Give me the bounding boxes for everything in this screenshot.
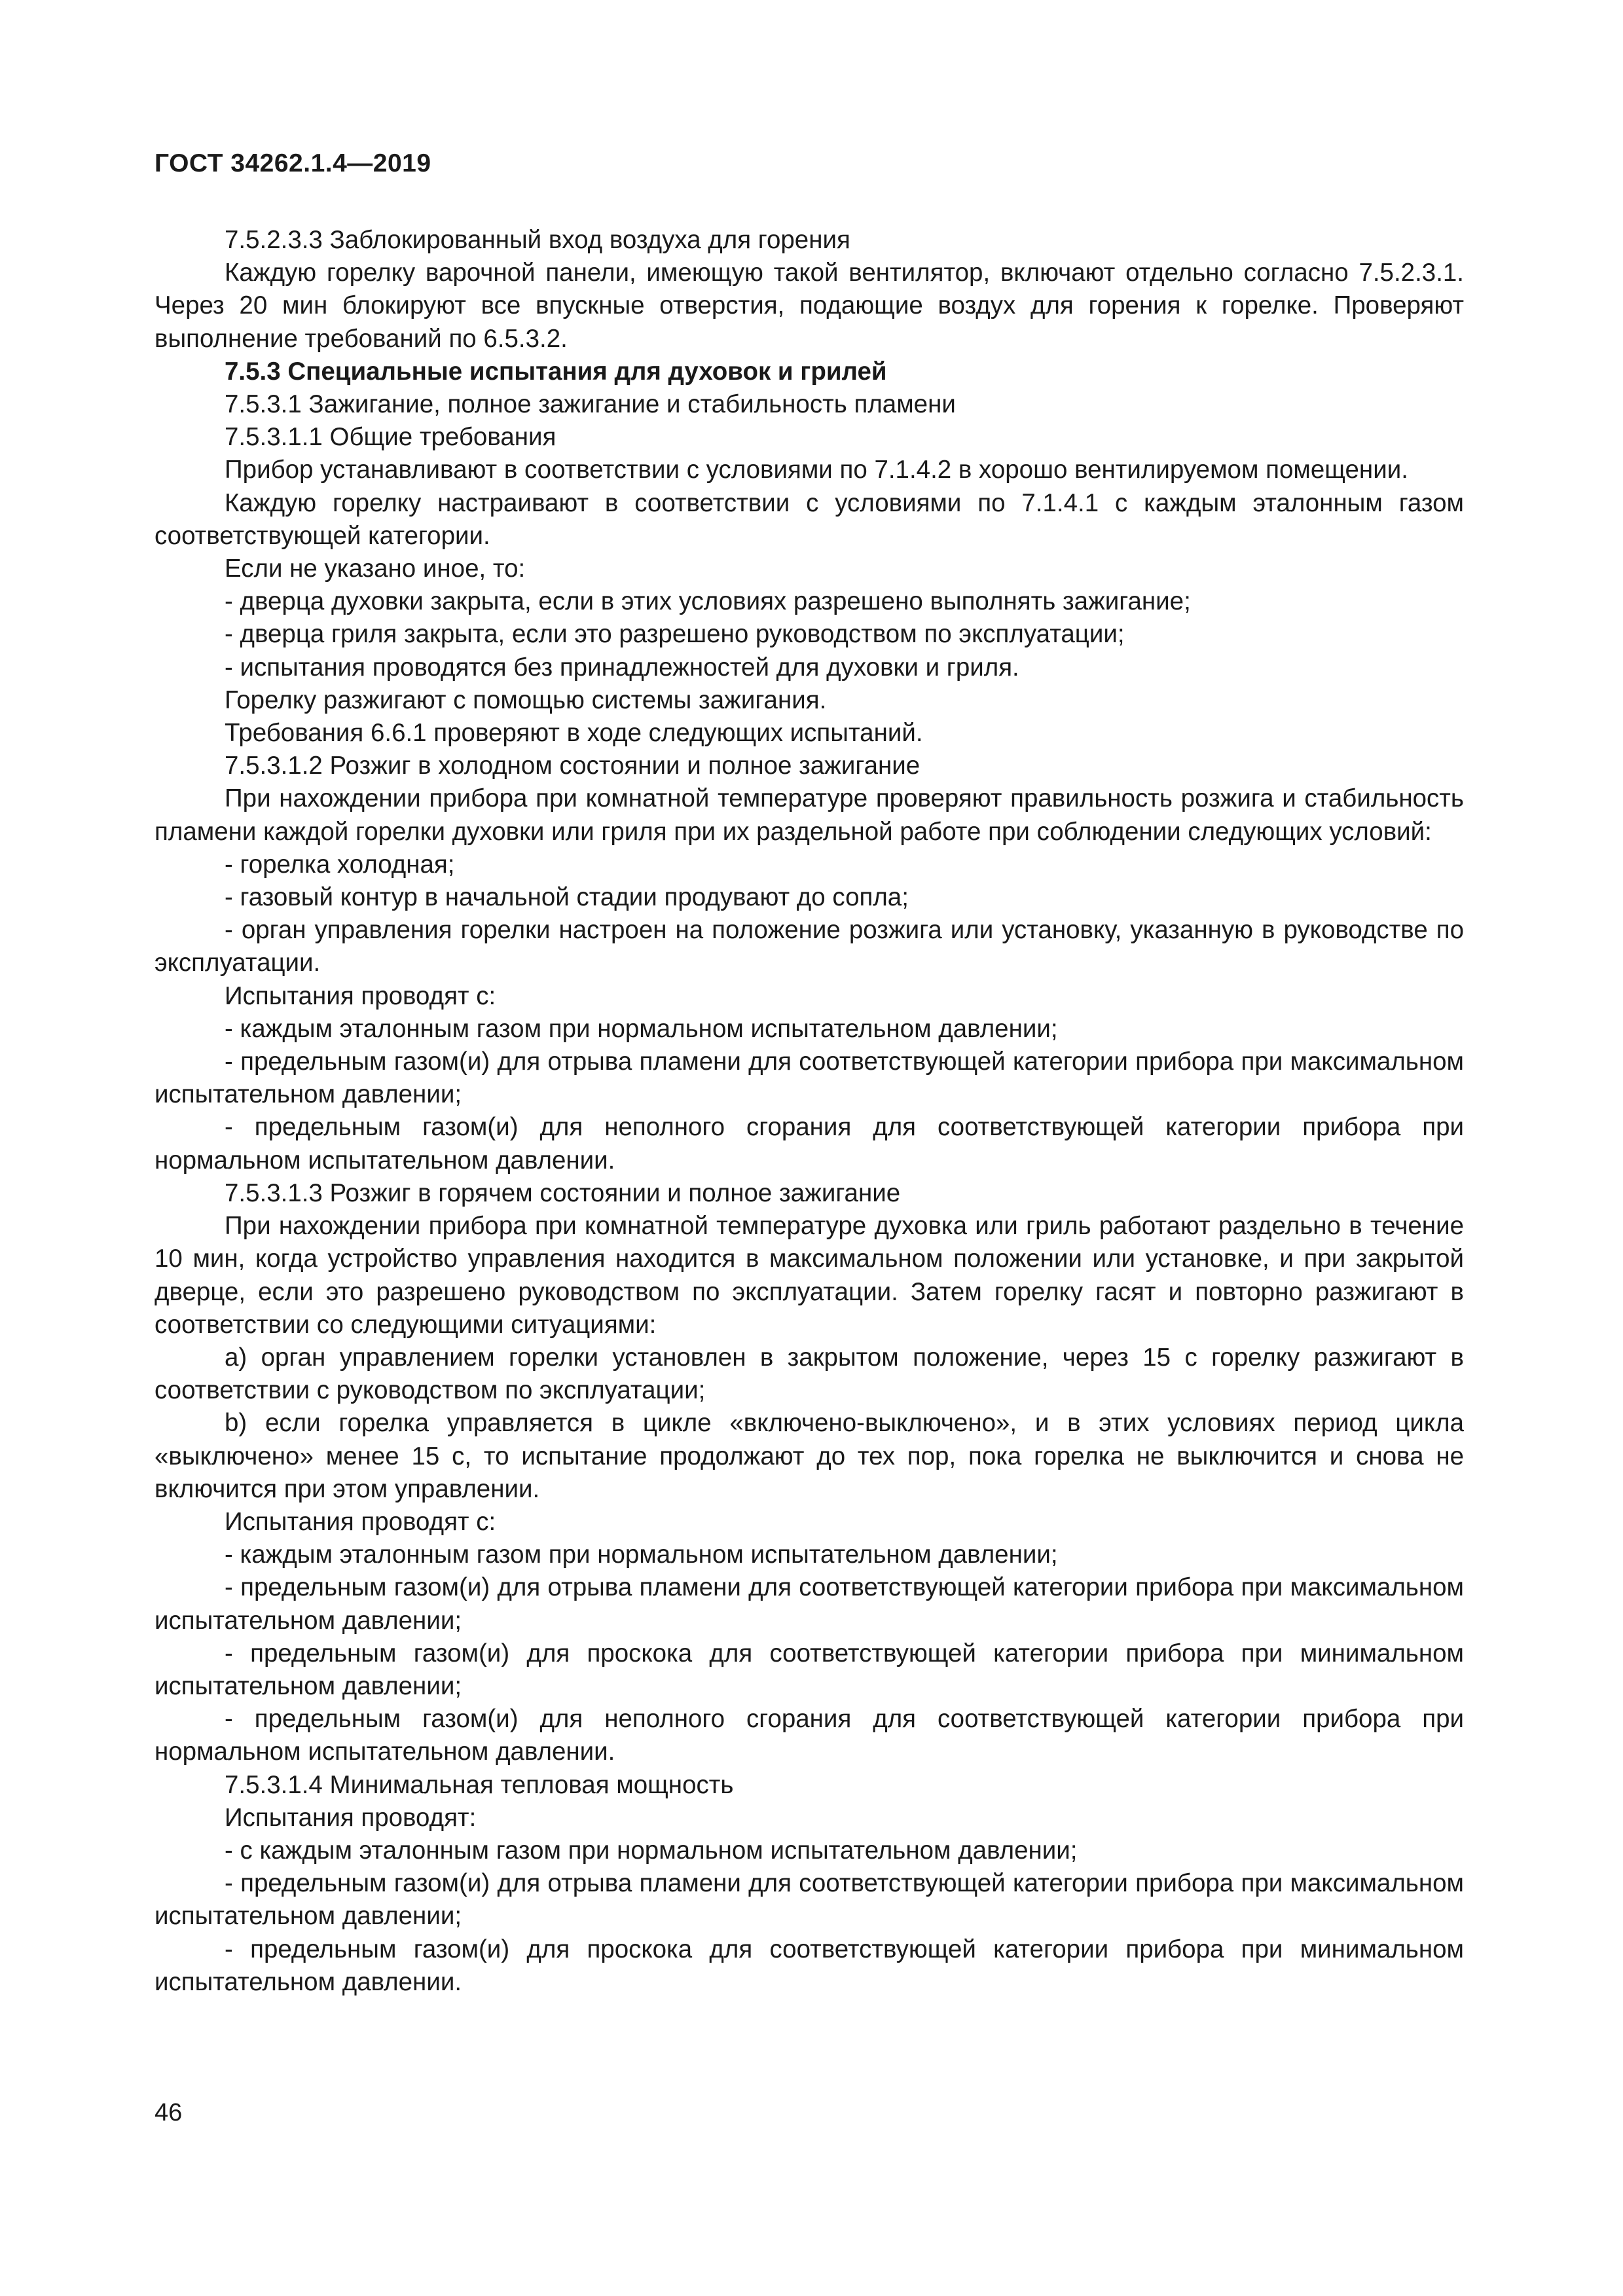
paragraph: 7.5.3.1 Зажигание, полное зажигание и стабильность пламени bbox=[225, 390, 956, 419]
list-item: a) орган управлением горелки установлен в закрытом положение, через 15 с горелку разжигают в соответствии с руководством по эксплуатации; bbox=[155, 1343, 1464, 1405]
paragraph: Испытания проводят с: bbox=[225, 981, 496, 1010]
paragraph: 7.5.3.1.2 Розжиг в холодном состоянии и полное зажигание bbox=[225, 752, 921, 780]
list-item: - предельным газом(и) для неполного сгорания для соответствующей категории прибора при нормальном испытательном давлении. bbox=[155, 1705, 1464, 1766]
paragraph: Испытания проводят: bbox=[225, 1803, 477, 1832]
page-number: 46 bbox=[155, 2099, 183, 2126]
paragraph: Если не указано иное, то: bbox=[225, 555, 526, 583]
list-item: - каждым эталонным газом при нормальном испытательном давлении; bbox=[225, 1014, 1058, 1043]
paragraph: 7.5.3.1.1 Общие требования bbox=[225, 423, 556, 452]
paragraph: 7.5.3.1.4 Минимальная тепловая мощность bbox=[225, 1770, 734, 1799]
list-item: - дверца гриля закрыта, если это разрешено руководством по эксплуатации; bbox=[225, 620, 1125, 649]
list-item: - предельным газом(и) для отрыва пламени для соответствующей категории прибора при максимальном испытательном давлении; bbox=[155, 1869, 1464, 1931]
standard-number-header: ГОСТ 34262.1.4—2019 bbox=[155, 149, 431, 177]
section-heading: 7.5.3 Специальные испытания для духовок и грилей bbox=[225, 357, 887, 386]
list-item: - предельным газом(и) для проскока для соответствующей категории прибора при минимальном испытательном давлении. bbox=[155, 1935, 1464, 1996]
paragraph: 7.5.3.1.3 Розжиг в горячем состоянии и полное зажигание bbox=[225, 1178, 901, 1207]
paragraph: Горелку разжигают с помощью системы зажигания. bbox=[225, 685, 827, 714]
list-item: - орган управления горелки настроен на положение розжига или установку, указанную в руководстве по эксплуатации. bbox=[155, 916, 1464, 977]
list-item: - с каждым эталонным газом при нормальном испытательном давлении; bbox=[225, 1836, 1078, 1865]
paragraph: 7.5.2.3.3 Заблокированный вход воздуха для горения bbox=[225, 226, 850, 254]
paragraph: Испытания проводят с: bbox=[225, 1507, 496, 1536]
list-item: - дверца духовки закрыта, если в этих условиях разрешено выполнять зажигание; bbox=[225, 587, 1191, 616]
list-item: - предельным газом(и) для проскока для соответствующей категории прибора при минимальном испытательном давлении; bbox=[155, 1639, 1464, 1700]
list-item: - испытания проводятся без принадлежностей для духовки и гриля. bbox=[225, 653, 1019, 682]
paragraph: Требования 6.6.1 проверяют в ходе следующих испытаний. bbox=[225, 719, 923, 748]
list-item: - предельным газом(и) для неполного сгорания для соответствующей категории прибора при нормальном испытательном давлении. bbox=[155, 1113, 1464, 1175]
list-item: b) если горелка управляется в цикле «включено-выключено», и в этих условиях период цикла «выключено» менее 15 с, то испытание продолжают до тех пор, пока горелка не выключится и снова не включится при этом управлении. bbox=[155, 1409, 1464, 1503]
list-item: - каждым эталонным газом при нормальном испытательном давлении; bbox=[225, 1540, 1058, 1569]
list-item: - горелка холодная; bbox=[225, 850, 455, 879]
paragraph: При нахождении прибора при комнатной температуре духовка или гриль работают раздельно в течение 10 мин, когда устройство управления находится в максимальном положении или установке, и при закрытой дверце, если это разрешено руководством по эксплуатации. Затем горелку гасят и повторно разжигают в соответствии со следующими ситуациями: bbox=[155, 1212, 1464, 1339]
list-item: - предельным газом(и) для отрыва пламени для соответствующей категории прибора при максимальном испытательном давлении; bbox=[155, 1048, 1464, 1109]
paragraph: Каждую горелку настраивают в соответствии с условиями по 7.1.4.1 с каждым эталонным газом соответствующей категории. bbox=[155, 488, 1464, 550]
paragraph: При нахождении прибора при комнатной температуре проверяют правильность розжига и стабильность пламени каждой горелки духовки или гриля при их раздельной работе при соблюдении следующих условий: bbox=[155, 784, 1464, 846]
paragraph: Каждую горелку варочной панели, имеющую такой вентилятор, включают отдельно согласно 7.5.2.3.1. Через 20 мин блокируют все впускные отверстия, подающие воздух для горения к горелке. Проверяют выполнение требований по 6.5.3.2. bbox=[155, 259, 1464, 353]
document-body bbox=[155, 224, 1464, 1999]
list-item: - газовый контур в начальной стадии продувают до сопла; bbox=[225, 883, 909, 912]
paragraph: Прибор устанавливают в соответствии с условиями по 7.1.4.2 в хорошо вентилируемом помещении. bbox=[225, 456, 1408, 484]
list-item: - предельным газом(и) для отрыва пламени для соответствующей категории прибора при максимальном испытательном давлении; bbox=[155, 1573, 1464, 1635]
